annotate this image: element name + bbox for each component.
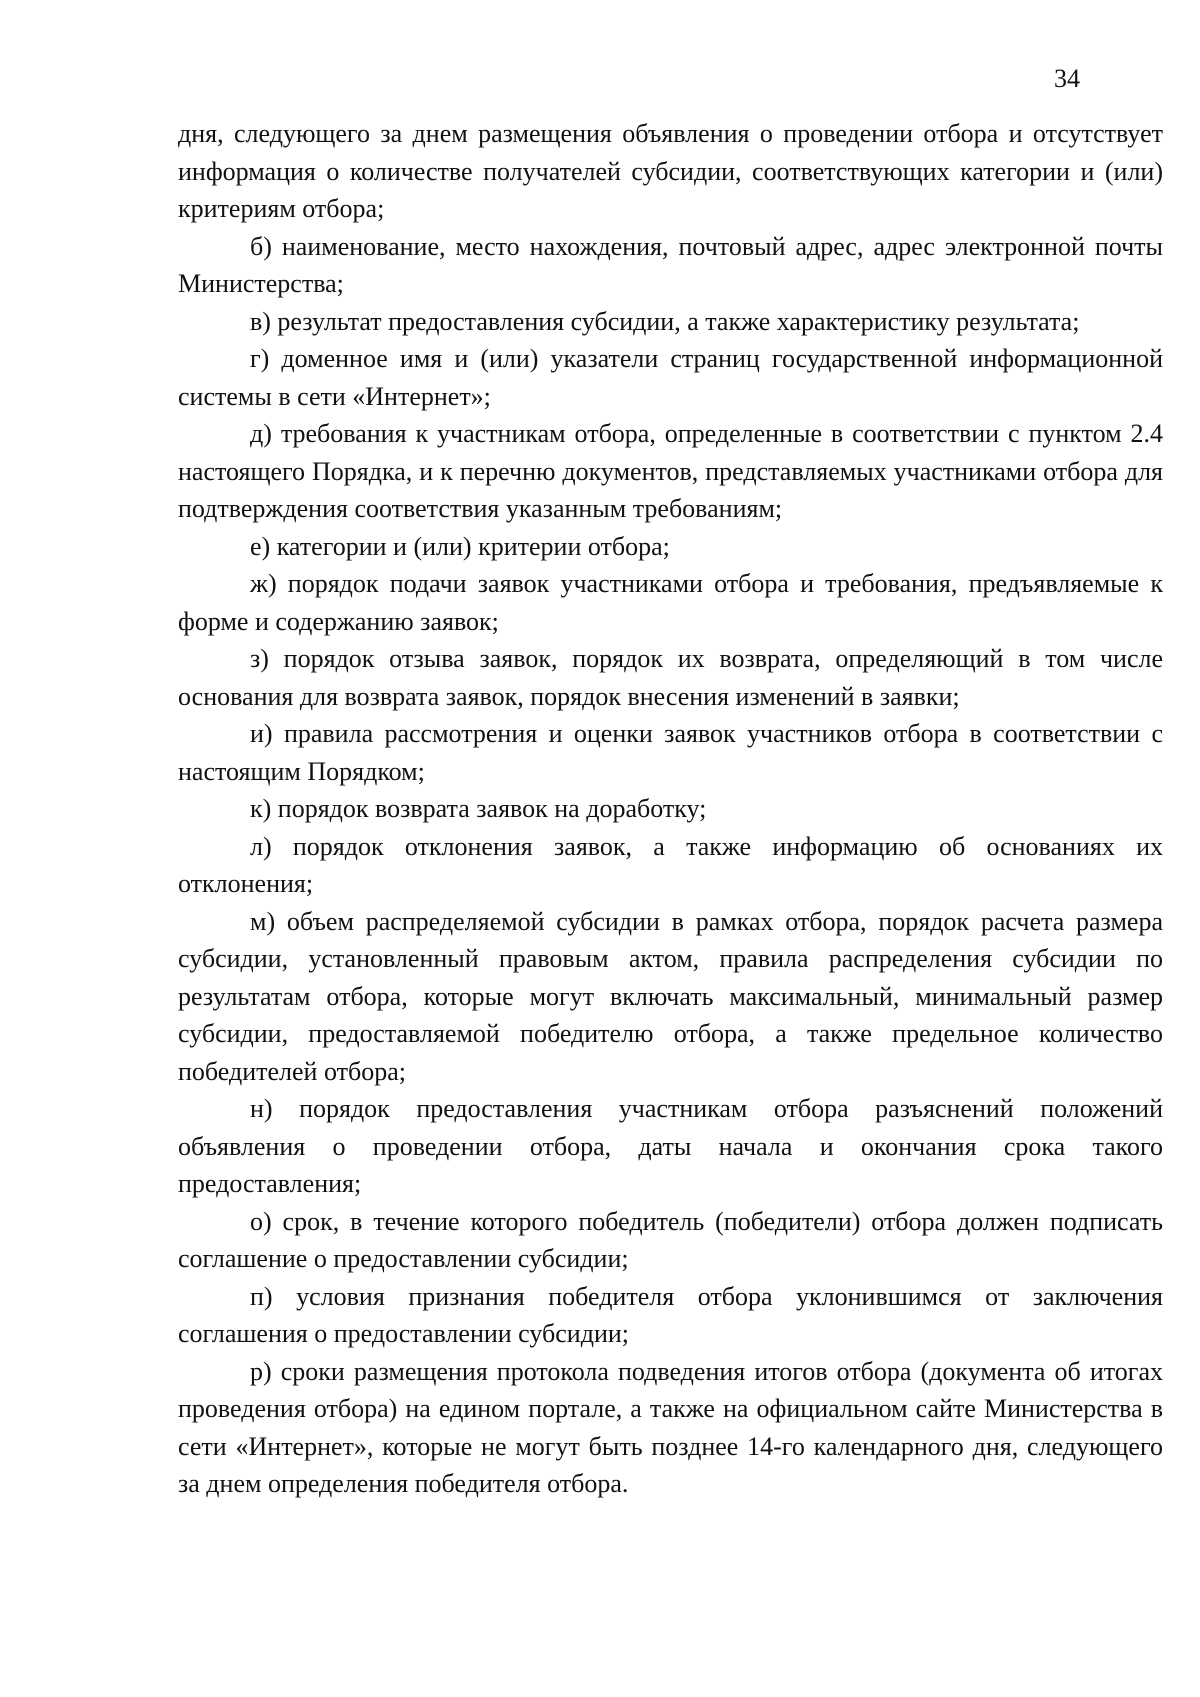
list-item-z: з) порядок отзыва заявок, порядок их возврата, определяющий в том числе основания для возврата заявок, порядок внесения изменений в заявки; — [178, 644, 1163, 711]
list-item-o: о) срок, в течение которого победитель (победители) отбора должен подписать соглашение о предоставлении субсидии; — [178, 1206, 1163, 1273]
continuation-paragraph: дня, следующего за днем размещения объявления о проведении отбора и отсутствует информация о количестве получателей субсидии, соответствующих категории и (или) критериям отбора; — [178, 119, 1163, 223]
page-number: 34 — [1054, 64, 1080, 93]
list-item-zh: ж) порядок подачи заявок участниками отбора и требования, предъявляемые к форме и содержанию заявок; — [178, 569, 1163, 636]
document-body — [178, 115, 1163, 1503]
list-item-k: к) порядок возврата заявок на доработку; — [250, 794, 707, 823]
list-item-v: в) результат предоставления субсидии, а также характеристику результата; — [250, 306, 1080, 336]
list-item-n: н) порядок предоставления участникам отбора разъяснений положений объявления о проведении отбора, даты начала и окончания срока такого предоставления; — [178, 1094, 1163, 1198]
list-item-m: м) объем распределяемой субсидии в рамках отбора, порядок расчета размера субсидии, установленный правовым актом, правила распределения субсидии по результатам отбора, которые могут включать максимальный, минимальный размер субсидии, предоставляемой победителю отбора, а также предельное количество победителей отбора; — [178, 906, 1163, 1086]
list-item-r: р) сроки размещения протокола подведения итогов отбора (документа об итогах проведения отбора) на едином портале, а также на официальном сайте Министерства в сети «Интернет», которые не могут быть позднее 14-го календарного дня, следующего за днем определения победителя отбора. — [178, 1356, 1163, 1498]
list-item-g: г) доменное имя и (или) указатели страниц государственной информационной системы в сети «Интернет»; — [178, 344, 1163, 411]
list-item-e: е) категории и (или) критерии отбора; — [250, 531, 670, 561]
list-item-d: д) требования к участникам отбора, определенные в соответствии с пунктом 2.4 настоящего Порядка, и к перечню документов, представляемых участниками отбора для подтверждения соответствия указанным требованиям; — [178, 419, 1163, 523]
list-item-b: б) наименование, место нахождения, почтовый адрес, адрес электронной почты Министерства; — [178, 231, 1163, 298]
list-item-l: л) порядок отклонения заявок, а также информацию об основаниях их отклонения; — [178, 831, 1163, 898]
list-item-p: п) условия признания победителя отбора уклонившимся от заключения соглашения о предоставлении субсидии; — [178, 1281, 1163, 1348]
list-item-i: и) правила рассмотрения и оценки заявок участников отбора в соответствии с настоящим Порядком; — [178, 719, 1163, 786]
